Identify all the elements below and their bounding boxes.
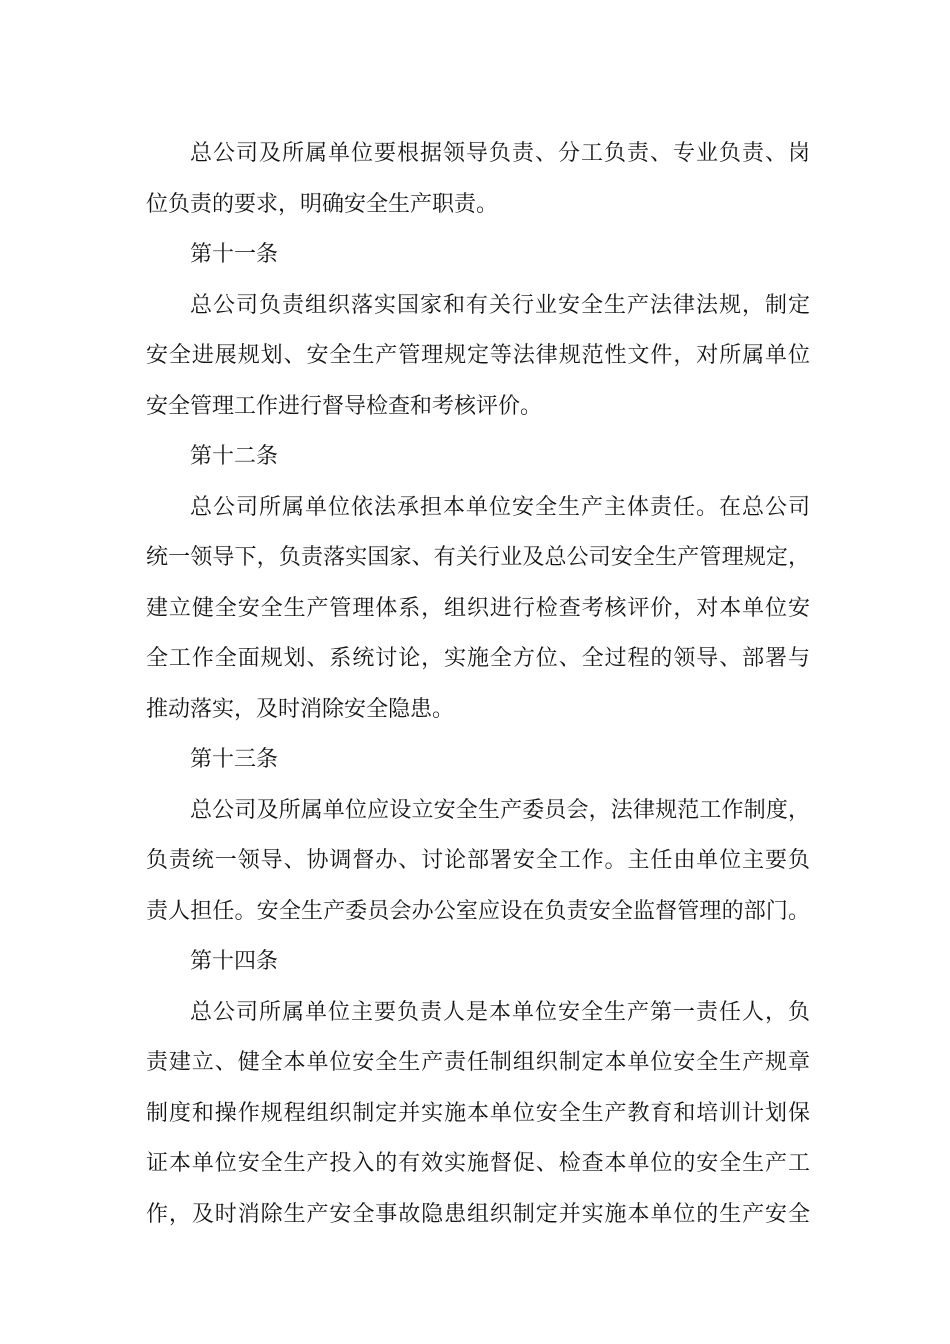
article-heading [146, 436, 810, 487]
text-line: 安全管理工作进行督导检查和考核评价。 [146, 393, 543, 419]
paragraph-body [146, 992, 810, 1245]
paragraph-body [146, 487, 810, 740]
text-line: 总公司所属单位主要负责人是本单位安全生产第一责任人，负 [190, 999, 810, 1025]
text-line: 作，及时消除生产安全事故隐患组织制定并实施本单位的生产安全 [146, 1201, 810, 1227]
text-line: 推动落实，及时消除安全隐患。 [146, 696, 455, 722]
text-line: 安全进展规划、安全生产管理规定等法律规范性文件，对所属单位 [146, 343, 810, 368]
paragraph-body [146, 133, 810, 234]
text-line: 证本单位安全生产投入的有效实施督促、检查本单位的安全生产工 [146, 1151, 810, 1176]
article-number: 第十一条 [190, 242, 279, 267]
text-line: 位负责的要求，明确安全生产职责。 [146, 191, 499, 217]
article-number: 第十二条 [190, 444, 279, 469]
text-line: 总公司负责组织落实国家和有关行业安全生产法律法规，制定 [190, 292, 810, 318]
text-line: 责建立、健全本单位安全生产责任制组织制定本单位安全生产规章 [146, 1050, 810, 1075]
text-line: 统一领导下，负责落实国家、有关行业及总公司安全生产管理规定， [146, 545, 810, 570]
text-line: 全工作全面规划、系统讨论，实施全方位、全过程的领导、部署与 [146, 646, 810, 671]
article-number: 第十三条 [190, 747, 279, 772]
text-line: 制度和操作规程组织制定并实施本单位安全生产教育和培训计划保 [146, 1100, 810, 1126]
paragraph-body [146, 790, 810, 942]
text-line: 总公司及所属单位应设立安全生产委员会，法律规范工作制度， [190, 797, 810, 823]
article-heading [146, 941, 810, 992]
document-body [146, 133, 810, 1244]
article-heading [146, 234, 810, 285]
article-heading [146, 739, 810, 790]
text-line: 总公司所属单位依法承担本单位安全生产主体责任。在总公司 [190, 494, 810, 520]
text-line: 总公司及所属单位要根据领导负责、分工负责、专业负责、岗 [190, 141, 810, 166]
article-number: 第十四条 [190, 949, 279, 974]
text-line: 责人担任。安全生产委员会办公室应设在负责安全监督管理的部门。 [146, 898, 810, 924]
text-line: 建立健全安全生产管理体系，组织进行检查考核评价，对本单位安 [146, 595, 810, 621]
text-line: 负责统一领导、协调督办、讨论部署安全工作。主任由单位主要负 [146, 848, 810, 873]
paragraph-body [146, 285, 810, 437]
